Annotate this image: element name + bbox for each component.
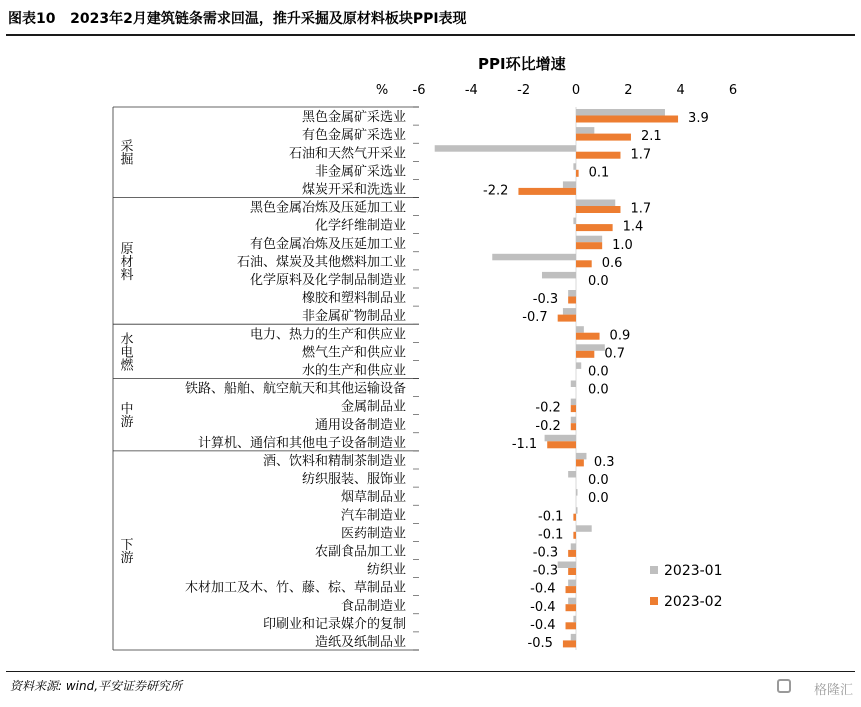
bar-2023-01 (571, 543, 576, 550)
bar-2023-01 (576, 236, 602, 243)
category-label: 化学纤维制造业 (314, 218, 406, 234)
bar-2023-02 (518, 188, 576, 195)
category-label: 烟草制品业 (340, 490, 406, 506)
data-label: -0.4 (530, 617, 556, 633)
group-label: 采掘 (117, 139, 133, 166)
bar-2023-02 (571, 423, 576, 430)
bar-2023-01 (568, 598, 576, 605)
bar-2023-01 (576, 507, 578, 514)
category-label: 石油和天然气开采业 (288, 146, 406, 162)
bar-2023-01 (573, 163, 576, 170)
group-label: 中游 (117, 401, 133, 428)
category-label: 木材加工及木、竹、藤、棕、草制品业 (184, 580, 406, 596)
bar-2023-02 (566, 586, 576, 593)
data-label: 0.0 (588, 364, 609, 380)
watermark-text: 格隆汇 (813, 683, 853, 698)
data-label: -0.2 (535, 418, 561, 434)
bar-2023-02 (576, 224, 613, 231)
bar-2023-01 (576, 489, 578, 496)
category-label: 水的生产和供应业 (301, 363, 406, 379)
bar-2023-01 (563, 308, 576, 315)
bar-2023-02 (547, 441, 576, 448)
bar-2023-02 (576, 152, 620, 159)
bar-2023-01 (568, 290, 576, 297)
category-label: 有色金属矿采选业 (301, 128, 406, 144)
chart-title: PPI环比增速 (478, 55, 566, 73)
data-label: 0.0 (588, 382, 609, 398)
ppi-bar-chart (0, 40, 861, 668)
legend-label-2023-01: 2023-01 (664, 563, 723, 579)
category-label: 非金属矿采选业 (314, 164, 406, 180)
data-label: -0.4 (530, 599, 556, 615)
data-label: 1.7 (630, 147, 652, 163)
category-label: 纺织业 (366, 562, 406, 578)
x-tick-label: 6 (728, 83, 738, 98)
data-label: 0.3 (593, 454, 615, 470)
data-label: -0.5 (527, 635, 553, 651)
category-label: 石油、煤炭及其他燃料加工业 (236, 254, 406, 270)
data-label: -0.7 (522, 310, 548, 326)
watermark-logo-icon (777, 679, 791, 693)
data-label: -0.1 (538, 509, 564, 525)
category-label: 黑色金属冶炼及压延加工业 (249, 200, 406, 216)
category-label: 酒、饮料和精制茶制造业 (262, 453, 406, 469)
bar-2023-01 (576, 127, 594, 134)
bar-2023-02 (568, 297, 576, 304)
bar-2023-02 (573, 532, 576, 539)
x-tick-label: -4 (464, 83, 478, 98)
data-label: 2.1 (640, 129, 662, 145)
figure-header (0, 0, 861, 36)
bar-2023-01 (563, 181, 576, 188)
data-label: -0.3 (532, 545, 559, 561)
category-label: 橡胶和塑料制品业 (301, 291, 406, 307)
bar-2023-01 (558, 562, 576, 569)
source-note: 资料来源: wind,平安证券研究所 (10, 679, 183, 693)
data-label: -0.3 (532, 563, 559, 579)
bar-2023-01 (568, 580, 576, 587)
category-label: 金属制品业 (340, 399, 406, 415)
bar-2023-02 (576, 134, 631, 141)
group-label: 原材料 (117, 241, 133, 281)
category-label: 铁路、船舶、航空航天和其他运输设备 (184, 381, 406, 397)
data-label: -0.3 (532, 292, 559, 308)
data-label: 0.9 (609, 328, 631, 344)
data-label: 1.7 (630, 201, 652, 217)
data-label: -1.1 (511, 436, 538, 452)
data-label: -2.2 (483, 183, 509, 199)
x-unit-label: % (375, 83, 389, 98)
category-label: 造纸及纸制品业 (314, 634, 406, 650)
data-label: 0.7 (604, 346, 626, 362)
bar-2023-01 (576, 109, 665, 116)
bar-2023-01 (571, 381, 576, 388)
data-label: 1.4 (622, 219, 644, 235)
footer-divider (6, 671, 855, 672)
bar-2023-01 (571, 399, 576, 406)
bar-2023-02 (566, 604, 576, 611)
category-label: 农副食品加工业 (314, 544, 406, 560)
data-label: 0.1 (588, 165, 610, 181)
category-label: 印刷业和记录媒介的复制 (262, 616, 406, 632)
data-label: 1.0 (612, 237, 633, 253)
header-divider (6, 34, 855, 36)
figure-number: 图表10 (8, 11, 56, 27)
bar-2023-02 (568, 568, 576, 575)
bar-2023-02 (566, 622, 576, 629)
bar-2023-02 (558, 315, 576, 322)
category-label: 纺织服装、服饰业 (301, 472, 406, 488)
category-label: 通用设备制造业 (314, 417, 406, 433)
bar-2023-01 (576, 362, 581, 369)
legend-swatch-2023-01 (650, 566, 658, 574)
legend-label-2023-02: 2023-02 (664, 594, 723, 610)
bar-2023-02 (576, 351, 594, 358)
bar-2023-02 (576, 170, 579, 177)
category-label: 煤炭开采和洗选业 (301, 182, 406, 198)
bar-2023-02 (576, 116, 678, 123)
data-label: -0.2 (535, 400, 561, 416)
bar-2023-01 (573, 218, 576, 225)
bar-2023-02 (576, 260, 592, 267)
category-label: 化学原料及化学制品制造业 (249, 272, 406, 288)
bar-2023-01 (571, 634, 576, 641)
x-tick-label: 2 (624, 83, 633, 98)
data-label: 0.0 (588, 473, 609, 489)
x-tick-label: 0 (571, 83, 581, 98)
group-label: 水电燃 (117, 331, 133, 371)
bar-2023-02 (576, 459, 584, 466)
x-tick-label: 4 (676, 83, 685, 98)
category-label: 电力、热力的生产和供应业 (249, 327, 406, 343)
category-label: 汽车制造业 (340, 508, 406, 524)
bar-2023-02 (576, 206, 620, 213)
bar-2023-01 (576, 344, 605, 351)
category-label: 食品制造业 (340, 598, 406, 614)
bar-2023-02 (571, 405, 576, 412)
bar-2023-01 (435, 145, 576, 152)
bar-2023-02 (568, 550, 576, 557)
bar-2023-02 (576, 242, 602, 249)
category-label: 燃气生产和供应业 (301, 345, 406, 361)
bar-2023-01 (573, 616, 576, 623)
legend-swatch-2023-02 (650, 597, 658, 605)
bar-2023-02 (576, 333, 600, 340)
category-label: 非金属矿物制品业 (301, 309, 406, 325)
category-label: 计算机、通信和其他电子设备制造业 (197, 435, 406, 451)
bar-2023-01 (571, 417, 576, 424)
bar-2023-02 (573, 514, 576, 521)
bar-2023-01 (576, 453, 586, 460)
data-label: 0.0 (588, 491, 609, 507)
category-label: 黑色金属矿采选业 (301, 110, 406, 126)
category-label: 有色金属冶炼及压延加工业 (249, 236, 406, 252)
data-label: 0.6 (601, 255, 623, 271)
group-label: 下游 (117, 537, 133, 564)
x-tick-label: -6 (412, 83, 426, 98)
figure-title: 2023年2月建筑链条需求回温，推升采掘及原材料板块PPI表现 (70, 11, 467, 27)
x-tick-label: -2 (517, 83, 531, 98)
data-label: 0.0 (588, 273, 609, 289)
data-label: 3.9 (688, 111, 709, 127)
bar-2023-02 (563, 640, 576, 647)
bar-2023-01 (576, 326, 584, 333)
category-label: 医药制造业 (340, 526, 406, 542)
bar-2023-01 (545, 435, 576, 442)
data-label: -0.1 (538, 527, 564, 543)
bar-2023-01 (542, 272, 576, 279)
bar-2023-01 (568, 471, 576, 478)
data-label: -0.4 (530, 581, 556, 597)
bar-2023-01 (492, 254, 576, 260)
bar-2023-01 (576, 200, 615, 207)
bar-2023-01 (576, 525, 592, 532)
